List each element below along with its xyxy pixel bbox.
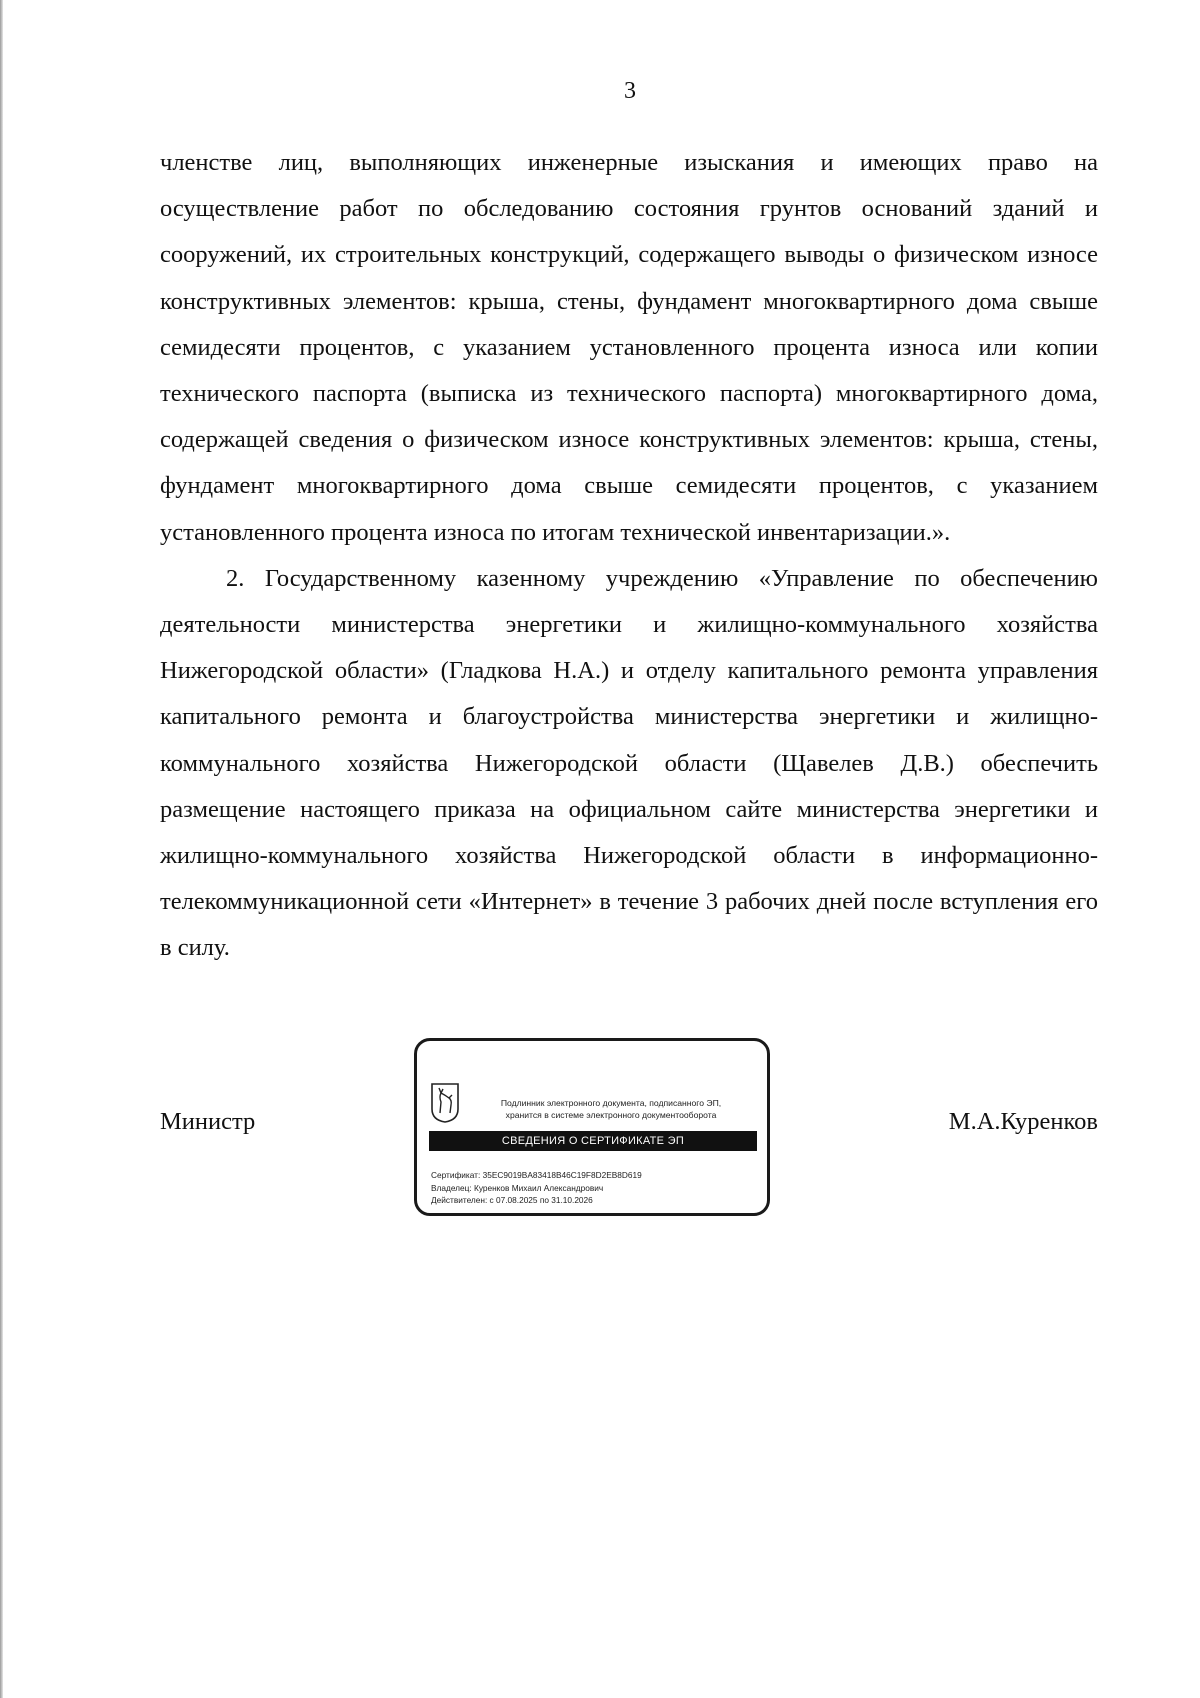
page-number: 3 [624,78,636,104]
certificate-number: Сертификат: 35EC9019BA83418B46C19F8D2EB8D619 [431,1170,642,1180]
certificate-validity: Действителен: с 07.08.2025 по 31.10.2026 [431,1195,593,1205]
certificate-owner: Владелец: Куренков Михаил Александрович [431,1182,604,1193]
stamp-header-line1: Подлинник электронного документа, подписанного ЭП, [500,1098,722,1108]
scan-edge [0,0,3,1698]
signatory-name: М.А.Куренков [948,1108,1098,1135]
document-body [160,140,1098,972]
coat-of-arms-icon [431,1083,459,1123]
stamp-header-line2: хранится в системе электронного документооборота [505,1110,717,1120]
electronic-signature-stamp [414,1038,770,1216]
paragraph-continuation: членстве лиц, выполняющих инженерные изыскания и имеющих право на осуществление работ по обследованию состояния грунтов оснований зданий и сооружений, их строительных конструкций, содержащего выводы о физическом износе конструктивных элементов: крыша, стены, фундамент многоквартирного дома свыше семидесяти процентов, с указанием установленного процента износа или копии технического паспорта (выписка из технического паспорта) многоквартирного дома, содержащей сведения о физическом износе конструктивных элементов: крыша, стены, фундамент многоквартирного дома свыше семидесяти процентов, с указанием установленного процента износа по итогам технической инвентаризации.». [160,149,1098,546]
stamp-header [469,1097,753,1121]
paragraph-item-2: 2. Государственному казенному учреждению «Управление по обеспечению деятельности министерства энергетики и жилищно-коммунального хозяйства Нижегородской области» (Гладкова Н.А.) и отделу капитального ремонта управления капитального ремонта и благоустройства министерства энергетики и жилищно-коммунального хозяйства Нижегородской области (Щавелев Д.В.) обеспечить размещение настоящего приказа на официальном сайте министерства энергетики и жилищно-коммунального хозяйства Нижегородской области в информационно-телекоммуникационной сети «Интернет» в течение 3 рабочих дней после вступления его в силу. [160,564,1098,962]
signatory-position: Министр [160,1108,256,1135]
stamp-title: СВЕДЕНИЯ О СЕРТИФИКАТЕ ЭП [429,1131,757,1151]
stamp-details [431,1169,642,1207]
